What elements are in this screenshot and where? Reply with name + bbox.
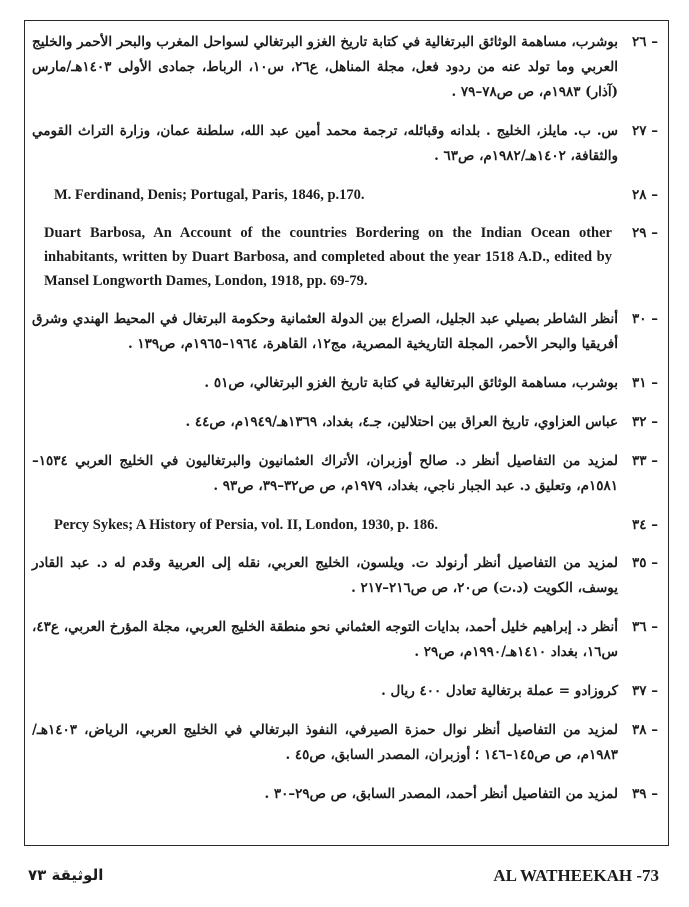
footnote-number: ٢٦ – (632, 34, 658, 50)
footnote-text: لمزيد من التفاصيل أنظر د. صالح أوزبران، الأتراك العثمانيون والبرتغاليون في الخليج العربي ١٥٣٤–١٥٨١م، وتعليق د. عبد الجبار ناجي، بغداد، ١٩٧٩م، ص ص٣٢–٣٩، ص٩٣ . (32, 453, 618, 494)
footnote-text: Duart Barbosa, An Account of the countries Bordering on the Indian Ocean other inhabitants, written by Duart Barbosa, and completed about the year 1518 A.D., edited by Mansel Longworth Dames, London, 1918, pp. 69-79. (44, 225, 612, 289)
footnote-text: لمزيد من التفاصيل أنظر نوال حمزة الصيرفي، النفوذ البرتغالي في الخليج العربي، الرياض، ١٤٠٣هـ/١٩٨٣م، ص ص١٤٥–١٤٦ ؛ أوزبران، المصدر السابق، ص٤٥ . (32, 722, 618, 763)
footnotes-list (32, 30, 658, 821)
footnote-29 (32, 221, 658, 293)
footnote-32 (32, 410, 658, 435)
footnote-39 (32, 782, 658, 807)
footnote-37 (32, 679, 658, 704)
footnote-number: ٣٦ – (632, 619, 658, 635)
footnote-number: ٣١ – (632, 375, 658, 391)
footnote-number: ٣٥ – (632, 555, 658, 571)
footnote-38 (32, 718, 658, 768)
footnote-35 (32, 551, 658, 601)
footer-english-title: AL WATHEEKAH -73 (493, 866, 659, 885)
footnote-number: ٢٨ – (632, 187, 658, 203)
footnote-28 (32, 183, 658, 207)
footnote-number: ٢٩ – (632, 225, 658, 241)
footnote-text: أنظر الشاطر بصيلي عبد الجليل، الصراع بين الدولة العثمانية وحكومة البرتغال في المحيط الهندي وشرق أفريقيا والبحر الأحمر، المجلة التاريخية المصرية، مج١٢، القاهرة، ١٩٦٤–١٩٦٥م، ص١٣٩ . (32, 311, 618, 352)
footnote-33 (32, 449, 658, 499)
footnote-text: لمزيد من التفاصيل أنظر أحمد، المصدر السابق، ص ص٢٩–٣٠ . (264, 786, 618, 802)
footnote-number: ٣٧ – (632, 683, 658, 699)
footnote-31 (32, 371, 658, 396)
footnote-26 (32, 30, 658, 105)
footer-arabic-title: الوثيقة ٧٣ (28, 866, 104, 884)
footnote-text: س. ب. مايلز، الخليج . بلدانه وقبائله، ترجمة محمد أمين عبد الله، سلطنة عمان، وزارة التراث القومي والثقافة، ١٤٠٢هـ/١٩٨٢م، ص٦٣ . (32, 123, 618, 164)
footnote-number: ٣٢ – (632, 414, 658, 430)
page-footer (0, 866, 689, 890)
footnote-number: ٣٨ – (632, 722, 658, 738)
footnote-number: ٣٣ – (632, 453, 658, 469)
footnote-text: عباس العزاوي، تاريخ العراق بين احتلالين، جـ٤، بغداد، ١٣٦٩هـ/١٩٤٩م، ص٤٤ . (185, 414, 618, 430)
footnote-text: Percy Sykes; A History of Persia, vol. II, London, 1930, p. 186. (54, 517, 438, 533)
footnote-number: ٢٧ – (632, 123, 658, 139)
footnote-text: M. Ferdinand, Denis; Portugal, Paris, 1846, p.170. (54, 187, 365, 203)
footnote-text: بوشرب، مساهمة الوثائق البرتغالية في كتابة تاريخ الغزو البرتغالي لسواحل المغرب والبحر الأحمر والخليج العربي وما تولد عنه من ردود فعل، مجلة المناهل، ع٢٦، س١٠، الرباط، جمادى الأولى ١٤٠٣هـ/مارس (آذار) ١٩٨٣م، ص ص٧٨–٧٩ . (32, 34, 618, 100)
footnote-text: لمزيد من التفاصيل أنظر أرنولد ت. ويلسون، الخليج العربي، نقله إلى العربية وقدم له د. عبد القادر يوسف، الكويت (د.ت) ص٢٠، ص ص٢١٦–٢١٧ . (32, 555, 618, 596)
footnote-30 (32, 307, 658, 357)
footnote-number: ٣٩ – (632, 786, 658, 802)
footnote-number: ٣٤ – (632, 517, 658, 533)
footnote-text: أنظر د. إبراهيم خليل أحمد، بدايات التوجه العثماني نحو منطقة الخليج العربي، مجلة المؤرخ العربي، ع٤٣، س١٦، بغداد ١٤١٠هـ/١٩٩٠م، ص٢٩ . (32, 619, 618, 660)
footnote-27 (32, 119, 658, 169)
footnote-34 (32, 513, 658, 537)
footnote-text: بوشرب، مساهمة الوثائق البرتغالية في كتابة تاريخ الغزو البرتغالي، ص٥١ . (204, 375, 618, 391)
footnote-number: ٣٠ – (632, 311, 658, 327)
footnote-36 (32, 615, 658, 665)
footnote-text: كروزادو = عملة برتغالية تعادل ٤٠٠ ريال . (381, 683, 618, 699)
